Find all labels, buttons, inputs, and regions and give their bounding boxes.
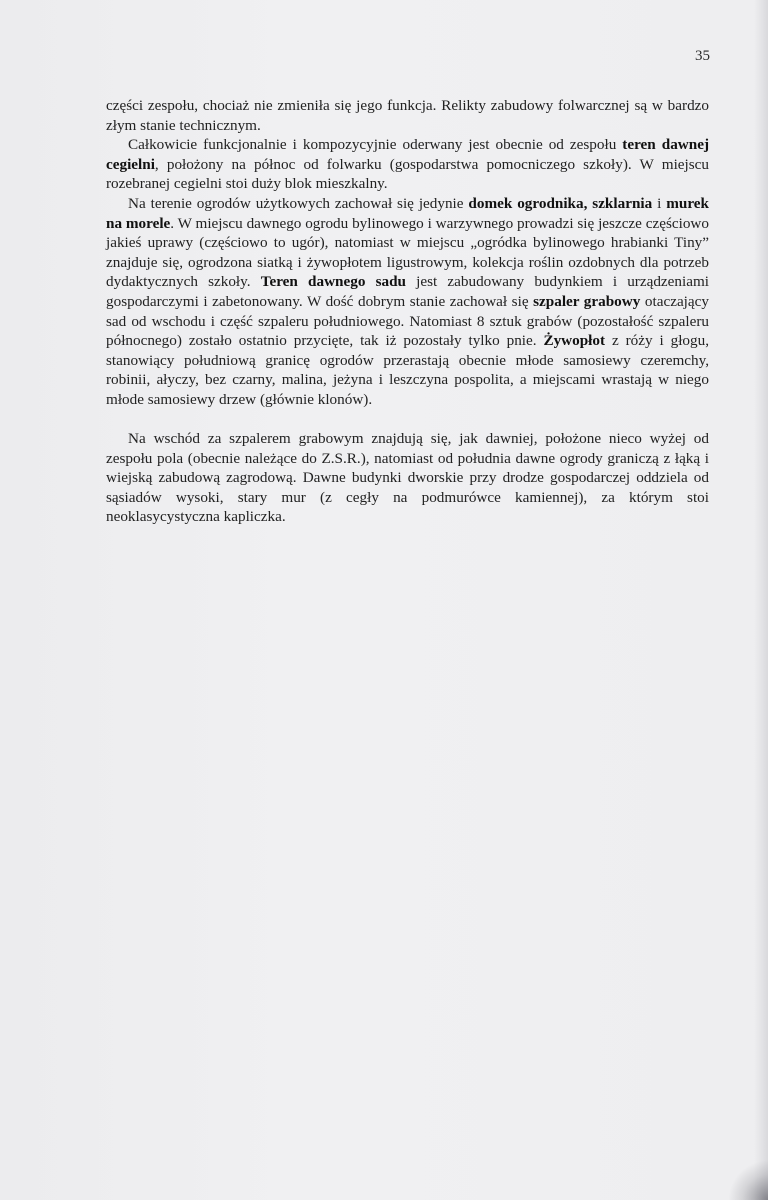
body-text xyxy=(106,96,709,527)
paragraph-3 xyxy=(106,194,709,410)
text-run: części zespołu, chociaż nie zmieniła się jego funkcja. Relikty zabudowy folwarcznej są w bardzo złym stanie technicznym. xyxy=(106,97,709,134)
text-run: Na wschód za szpalerem grabowym znajdują się, jak dawniej, położone nieco wyżej od zespołu pola (obecnie należące do Z.S.R.), natomiast od południa dawne ogrody graniczą z łąką i wiejską zabudową zagrodową. Dawne budynki dworskie przy drodze gospodarczej oddziela od sąsiadów wysoki, stary mur (z cegły na podmurówce kamiennej), za którym stoi neoklasycystyczna kapliczka. xyxy=(106,430,709,526)
paragraph-4 xyxy=(106,429,709,527)
text-run: z róży i głogu, stanowiący południową granicę ogrodów przerastają obecnie młode samosiewy czeremchy, robinii, ałyczy, bez czarny, malina, jeżyna i leszczyna pospolita, a miejscami wrastają w niego młode samosiewy drzew (głównie klonów). xyxy=(106,332,709,408)
page-number: 35 xyxy=(695,48,710,64)
page-corner-shadow xyxy=(728,1160,768,1200)
text-run: otaczający sad od wschodu i część szpaleru południowego. Natomiast 8 sztuk grabów (pozostałość szpaleru północnego) zostało ostatnio przycięte, tak iż pozostały tylko pnie. xyxy=(106,292,709,350)
bold-term: szpaler grabowy xyxy=(533,292,641,310)
bold-term: Żywopłot xyxy=(543,332,606,350)
bold-term: murek na morele xyxy=(106,194,709,232)
text-run: , położony na północ od folwarku (gospodarstwa pomocniczego szkoły). W miejscu rozebranej cegielni stoi duży blok mieszkalny. xyxy=(106,155,709,193)
paragraph-1 xyxy=(106,96,709,135)
bold-term: domek ogrodnika, szklarnia xyxy=(468,194,653,212)
bold-term: teren dawnej cegielni xyxy=(106,136,710,173)
paragraph-2 xyxy=(106,135,709,194)
text-run: i xyxy=(652,194,667,212)
bold-term: Teren dawnego sadu xyxy=(260,273,406,291)
text-run: Całkowicie funkcjonalnie i kompozycyjnie oderwany jest obecnie od zespołu xyxy=(128,136,623,154)
text-run: Na terenie ogrodów użytkowych zachował się jedynie xyxy=(128,194,469,212)
text-run: jest zabudowany budynkiem i urządzeniami gospodarczymi i zabetonowany. W dość dobrym stanie zachował się xyxy=(106,273,709,310)
page-edge-shadow xyxy=(754,0,768,1200)
text-run: . W miejscu dawnego ogrodu bylinowego i warzywnego prowadzi się jeszcze częściowo jakieś uprawy (częściowo to ugór), natomiast w miejscu „ogródka bylinowego hrabianki Tiny” znajduje się, ogrodzona siatką i żywopłotem ligustrowym, kolekcja roślin ozdobnych dla potrzeb dydaktycznych szkoły. xyxy=(106,214,709,291)
